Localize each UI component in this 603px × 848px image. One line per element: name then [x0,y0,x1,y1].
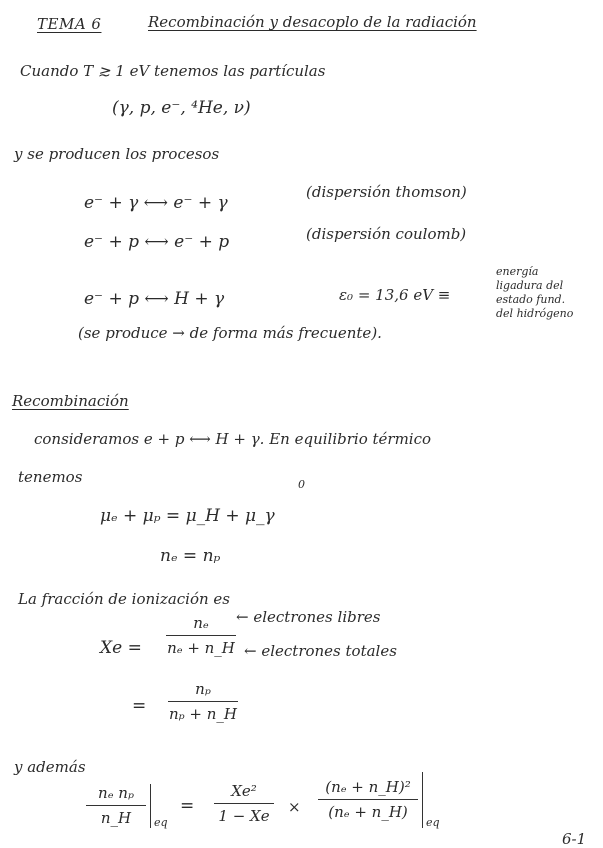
fraction-denominator: 1 − Xe [218,807,270,825]
particle-list: (γ, p, e⁻, ⁴He, ν) [112,98,251,118]
evaluation-bar [150,784,151,828]
fraction-numerator: nₚ [195,680,211,698]
ionization-fraction [166,614,236,657]
binding-note-line: estado fund. [496,293,566,306]
process-reaction: e⁻ + p ⟷ e⁻ + p [84,232,230,252]
fraction-numerator: nₑ [193,614,209,632]
saha-lhs [86,784,146,827]
eq-subscript: eq [426,816,440,829]
process-note: (dispersión thomson) [306,183,467,201]
binding-note-line: del hidrógeno [496,307,574,320]
free-electrons-note: ← electrones libres [236,608,381,626]
total-electrons-note: ← electrones totales [244,642,397,660]
fraction-bar [166,635,236,636]
photon-potential-zero: 0 [298,478,305,491]
binding-energy: ε₀ = 13,6 eV ≡ [339,286,451,304]
intro-line: Cuando T ≳ 1 eV tenemos las partículas [20,62,326,80]
fraction-numerator: (nₑ + n_H)² [325,778,411,796]
fraction-denominator: n_H [100,809,132,827]
ionization-intro: La fracción de ionización es [18,590,231,608]
saha-equals: = [180,796,195,816]
eq-subscript: eq [154,816,168,829]
fraction-bar [318,799,418,800]
density-equation: nₑ = nₚ [160,546,221,566]
process-reaction: e⁻ + γ ⟷ e⁻ + γ [84,193,228,213]
page-title: Recombinación y desacoplo de la radiación [148,13,477,31]
fraction-denominator: (nₑ + n_H) [328,803,408,821]
ionization-fraction-protons [168,680,238,723]
section-heading: Recombinación [12,392,129,410]
fraction-bar [214,803,274,804]
saha-x-fraction [214,782,274,825]
binding-note-line: energía [496,265,539,278]
tema-label: TEMA 6 [37,15,102,33]
fraction-numerator: Xe² [231,782,257,800]
fraction-denominator: nₑ + n_H [167,639,235,657]
process-note: (dispersión coulomb) [306,225,467,243]
saha-density-fraction [318,778,418,821]
binding-note-line: ligadura del [496,279,564,292]
times-sign: × [288,798,301,816]
evaluation-bar [422,772,423,828]
fraction-bar [86,805,146,806]
intro-processes: y se producen los procesos [14,145,220,163]
fraction-numerator: nₑ nₚ [98,784,134,802]
fraction-bar [168,701,238,702]
process-reaction: e⁻ + p ⟷ H + γ [84,289,225,309]
equals-sign: = [132,696,147,716]
frequent-note: (se produce → de forma más frecuente). [78,324,382,342]
ademas-label: y además [14,758,86,776]
chemical-potential-equation: μₑ + μₚ = μ_H + μ_γ [100,506,275,526]
fraction-denominator: nₚ + n_H [168,705,237,723]
binding-note [496,265,573,321]
recomb-line: tenemos [18,468,83,486]
xe-lhs: Xe = [100,638,142,658]
page-number: 6-1 [562,830,587,848]
recomb-line: consideramos e + p ⟷ H + γ. En equilibrio térmico [34,430,432,448]
